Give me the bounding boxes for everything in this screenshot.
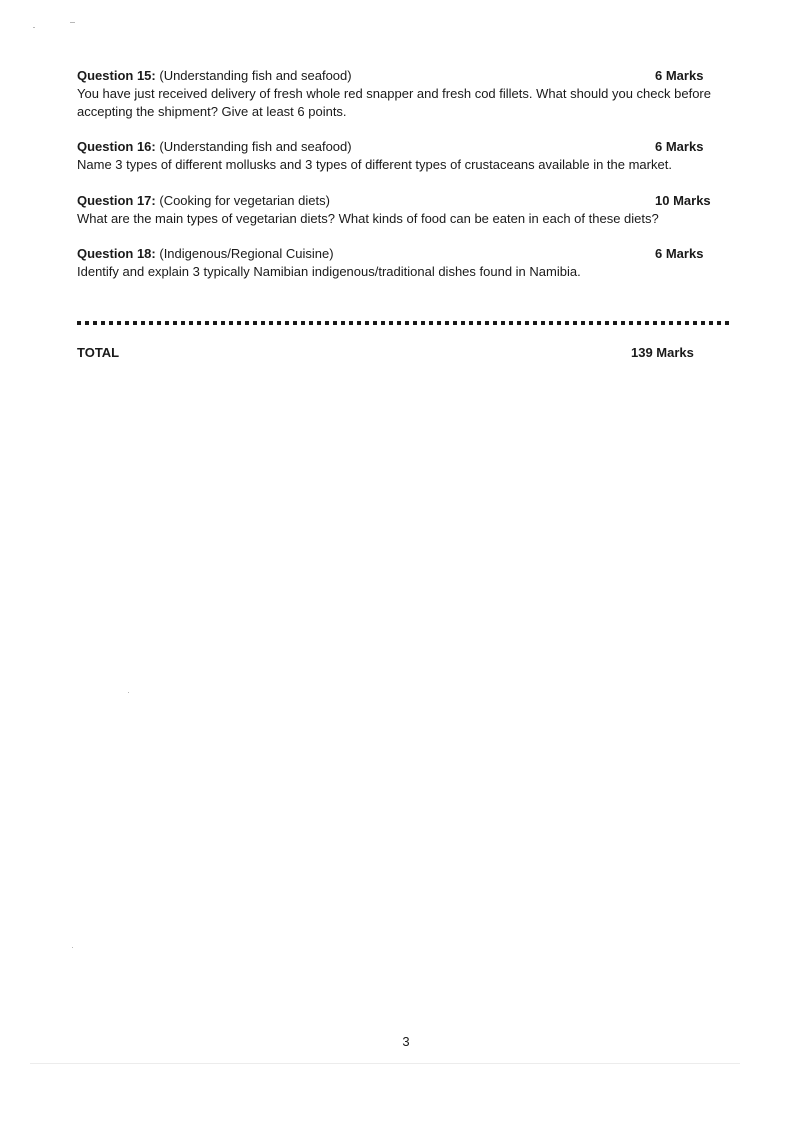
scan-speck	[70, 22, 75, 23]
scan-speck	[128, 692, 129, 693]
question-topic: (Understanding fish and seafood)	[155, 139, 352, 154]
question-marks: 10 Marks	[655, 193, 711, 208]
question-17	[77, 192, 717, 228]
question-header	[77, 67, 717, 85]
question-label: Question 15:	[77, 68, 156, 83]
dotted-separator	[77, 321, 731, 325]
scan-edge-line	[30, 1063, 740, 1064]
question-text: Name 3 types of different mollusks and 3 types of different types of crustaceans available in the market.	[77, 157, 672, 172]
question-text: What are the main types of vegetarian diets? What kinds of food can be eaten in each of these diets?	[77, 211, 659, 226]
question-label: Question 18:	[77, 246, 156, 261]
question-header	[77, 138, 717, 156]
question-label: Question 16:	[77, 139, 156, 154]
question-marks: 6 Marks	[655, 139, 704, 154]
question-header	[77, 245, 717, 263]
question-topic: (Understanding fish and seafood)	[155, 68, 352, 83]
question-label: Question 17:	[77, 193, 156, 208]
question-18	[77, 245, 717, 281]
question-text: You have just received delivery of fresh whole red snapper and fresh cod fillets. What should you check before accepting the shipment? Give at least 6 points.	[77, 86, 711, 119]
scan-speck	[33, 27, 35, 28]
question-text: Identify and explain 3 typically Namibian indigenous/traditional dishes found in Namibia.	[77, 264, 581, 279]
question-marks: 6 Marks	[655, 246, 704, 261]
question-topic: (Indigenous/Regional Cuisine)	[155, 246, 334, 261]
question-15	[77, 67, 717, 121]
scan-speck	[72, 947, 73, 948]
question-header	[77, 192, 717, 210]
question-16	[77, 138, 717, 174]
page-number: 3	[402, 1034, 410, 1049]
question-topic: (Cooking for vegetarian diets)	[155, 193, 330, 208]
question-marks: 6 Marks	[655, 68, 704, 83]
total-marks: 139 Marks	[631, 345, 694, 360]
total-label: TOTAL	[77, 345, 120, 360]
